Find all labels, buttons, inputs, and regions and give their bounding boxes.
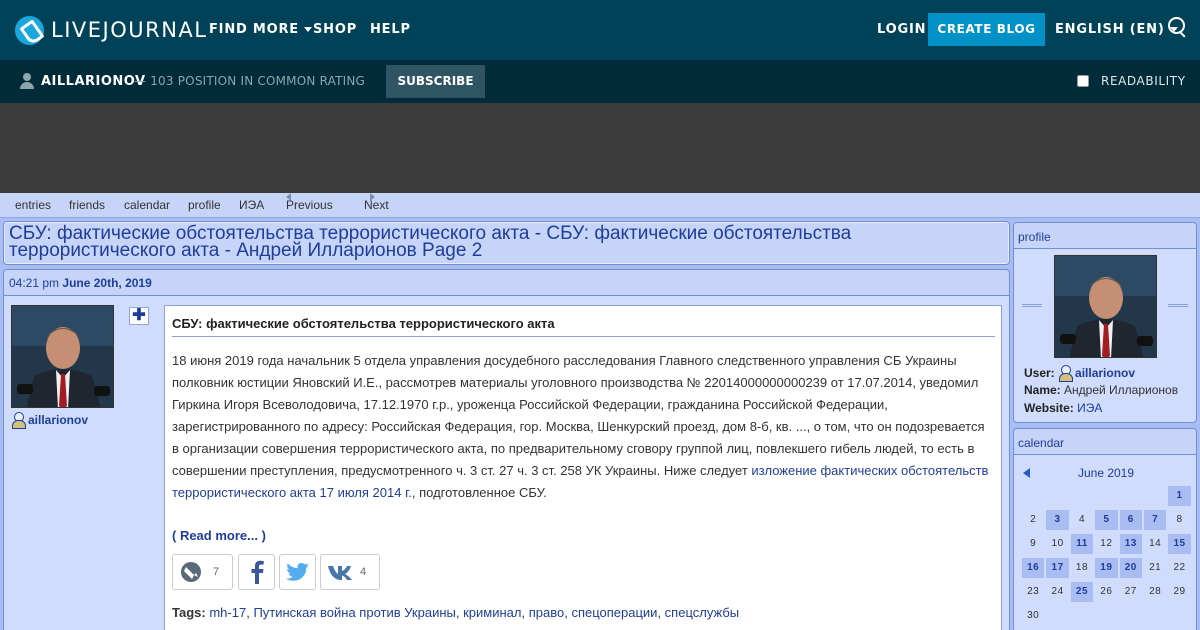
top-navbar [0, 0, 1200, 60]
calendar-day[interactable]: 3 [1046, 510, 1068, 530]
post-text [172, 350, 992, 504]
subscribe-button[interactable]: SUBSCRIBE [386, 65, 485, 98]
sidebar-user-row [1024, 365, 1135, 380]
nav-previous-label: Previous [286, 198, 333, 212]
language-label: ENGLISH (EN) [1055, 22, 1165, 37]
divider [1168, 304, 1188, 307]
calendar-day: 22 [1173, 562, 1186, 573]
post-body-end: , подготовленное СБУ. [411, 485, 547, 500]
calendar-day[interactable]: 20 [1120, 558, 1142, 578]
page-title: СБУ: фактические обстоятельства террористического акта - СБУ: фактические обстоятельства террористического акта - Андрей Илларионов Page 2 [9, 223, 852, 261]
calendar-empty-cell [1095, 486, 1117, 506]
sidebar-calendar [1013, 428, 1197, 630]
sidebar-calendar-heading[interactable]: calendar [1014, 429, 1196, 455]
post-subject: СБУ: фактические обстоятельства террористического акта [172, 316, 995, 337]
sidebar-userpic-image [1055, 256, 1157, 358]
sidebar-user-link[interactable]: aillarionov [1075, 366, 1136, 380]
calendar-day: 14 [1149, 538, 1162, 549]
calendar-day[interactable]: 15 [1168, 534, 1190, 554]
calendar-day[interactable]: 13 [1120, 534, 1142, 554]
calendar-day[interactable]: 1 [1168, 486, 1190, 506]
calendar-empty-cell [1144, 486, 1166, 506]
chevron-down-icon [304, 27, 312, 32]
logo-text: LIVEJOURNAL [51, 18, 208, 42]
calendar-day: 26 [1100, 586, 1113, 597]
calendar-day[interactable]: 5 [1095, 510, 1117, 530]
nav-iea[interactable]: ИЭА [239, 198, 265, 212]
calendar-day[interactable]: 19 [1095, 558, 1117, 578]
sidebar-userpic[interactable] [1054, 255, 1157, 358]
facebook-icon [239, 555, 276, 589]
calendar-month[interactable]: June 2019 [1077, 466, 1135, 480]
calendar-day: 2 [1030, 514, 1037, 525]
sidebar-website-label: Website: [1024, 401, 1074, 415]
user-icon [20, 73, 34, 89]
calendar-empty-cell [1046, 486, 1068, 506]
calendar-empty-cell [1120, 486, 1142, 506]
calendar-day: 30 [1027, 610, 1040, 621]
entry-author-name: aillarionov [28, 413, 89, 427]
calendar-day[interactable]: 16 [1022, 558, 1044, 578]
nav-entries[interactable]: entries [15, 198, 52, 212]
entry-date-bar [3, 269, 1010, 296]
calendar-day: 23 [1027, 586, 1040, 597]
user-icon [11, 412, 25, 427]
entry-body [3, 296, 1010, 630]
login-link[interactable]: LOGIN [877, 22, 927, 37]
userpic-image [12, 306, 114, 408]
add-memory-button[interactable] [129, 307, 149, 325]
share-vk-button[interactable] [320, 554, 380, 590]
share-twitter-button[interactable] [279, 554, 316, 590]
tag-link[interactable]: спецслужбы [664, 605, 740, 620]
sidebar-website-row [1024, 401, 1102, 415]
calendar-day: 10 [1051, 538, 1064, 549]
twitter-icon [280, 555, 317, 589]
userpic[interactable] [11, 305, 114, 408]
calendar-day[interactable]: 17 [1046, 558, 1068, 578]
calendar-empty-cell [1144, 606, 1166, 626]
calendar-grid [1021, 484, 1192, 628]
calendar-empty-cell [1120, 606, 1142, 626]
tags-label: Tags: [172, 605, 206, 620]
calendar-day[interactable]: 25 [1071, 582, 1093, 602]
journal-area [0, 193, 1200, 630]
post-body-link[interactable]: изложение фактических обстоятельств террористического акта 17 июля 2014 г. [172, 463, 989, 500]
tag-link[interactable]: право [528, 605, 565, 620]
entry-date[interactable]: June 20th, 2019 [62, 276, 152, 290]
calendar-empty-cell [1168, 606, 1190, 626]
journal-nav [0, 193, 1200, 218]
chevron-right-icon [370, 193, 375, 201]
post-content [164, 305, 1002, 630]
calendar-day[interactable]: 6 [1120, 510, 1142, 530]
nav-profile[interactable]: profile [188, 198, 221, 212]
livejournal-share-icon [178, 555, 208, 589]
create-blog-button[interactable]: CREATE BLOG [928, 13, 1045, 46]
search-icon[interactable] [1167, 17, 1187, 39]
calendar-empty-cell [1095, 606, 1117, 626]
calendar-day: 24 [1051, 586, 1064, 597]
tag-link[interactable]: mh-17 [209, 605, 247, 620]
tags-line: Tags: mh-17, Путинская война против Украины, криминал, право, спецоперации, спецслужбы [172, 605, 740, 620]
nav-shop[interactable]: SHOP [313, 22, 358, 37]
sidebar-name-row [1024, 383, 1178, 397]
sidebar-profile-heading[interactable]: profile [1014, 223, 1196, 249]
entry-time: 04:21 pm [9, 276, 60, 290]
share-facebook-button[interactable] [238, 554, 275, 590]
calendar-day: 8 [1176, 514, 1183, 525]
calendar-day[interactable]: 7 [1144, 510, 1166, 530]
nav-find-more[interactable] [209, 0, 312, 60]
calendar-day: 28 [1149, 586, 1162, 597]
ad-banner [0, 103, 1200, 193]
tag-link[interactable]: спецоперации [571, 605, 658, 620]
calendar-day: 4 [1078, 514, 1085, 525]
rating-text[interactable]: — 103 POSITION IN COMMON RATING [134, 74, 366, 88]
calendar-empty-cell [1071, 606, 1093, 626]
vk-icon [325, 555, 355, 589]
nav-find-more-label: FIND MORE [209, 22, 299, 37]
readability-checkbox[interactable] [1077, 75, 1089, 87]
read-more-link[interactable]: ( Read more... ) [172, 528, 266, 543]
calendar-day: 27 [1124, 586, 1137, 597]
sidebar-website-link[interactable]: ИЭА [1077, 401, 1103, 415]
livejournal-logo-icon [15, 16, 44, 45]
language-selector[interactable] [1055, 0, 1178, 60]
page-title-panel [3, 221, 1010, 265]
sidebar-name-label: Name: [1024, 383, 1061, 397]
tag-link[interactable]: Путинская война против Украины [253, 605, 456, 620]
entry-author[interactable] [11, 412, 88, 427]
calendar-day: 29 [1173, 586, 1186, 597]
nav-calendar[interactable]: calendar [124, 198, 171, 212]
journal-username[interactable]: AILLARIONOV [41, 74, 146, 89]
calendar-day[interactable]: 11 [1071, 534, 1093, 554]
calendar-empty-cell [1071, 486, 1093, 506]
share-livejournal-button[interactable] [172, 554, 233, 590]
journal-header-bar [0, 60, 1200, 103]
calendar-empty-cell [1046, 606, 1068, 626]
calendar-day: 12 [1100, 538, 1113, 549]
nav-next-label: Next [364, 198, 389, 212]
sidebar-user-label: User: [1024, 366, 1055, 380]
calendar-empty-cell [1022, 486, 1044, 506]
sidebar-name-value: Андрей Илларионов [1064, 383, 1179, 397]
nav-friends[interactable]: friends [69, 198, 106, 212]
calendar-day: 21 [1149, 562, 1162, 573]
readability-label[interactable]: READABILITY [1101, 74, 1186, 88]
calendar-day: 18 [1075, 562, 1089, 573]
sidebar-profile [1013, 222, 1197, 423]
post-body: 18 июня 2019 года начальник 5 отдела управления досудебного расследования Главного следственного управления СБ Украины полковник юстиции Яновский И.Е., рассмотрев материалы уголовного производства № 22014000000000239 от 17.07.2014, уведомил Гиркина Игоря Всеволодовича, 17.12.1970 г.р., уроженца Российской Федерации, гражданина Российской Федерации, зарегистрированного по адресу: Российская Федерация, гор. Москва, Шенкурский проезд, дом 8-б, кв. ..., о том, что он подозревается в организации совершения террористического акта, по предварительному сговору группой лиц, повлекшего гибель людей, то есть в совершении преступления, предусмотренного ч. 3 ст. 27 ч. 3 ст. 258 УК Украины. Ниже следует [172, 353, 985, 478]
user-icon [1058, 365, 1072, 380]
livejournal-logo[interactable] [15, 15, 208, 45]
calendar-day: 9 [1030, 538, 1037, 549]
divider [1022, 304, 1042, 307]
nav-help[interactable]: HELP [370, 22, 411, 37]
tag-link[interactable]: криминал [463, 605, 522, 620]
share-livejournal-count: 7 [213, 566, 220, 578]
plus-icon: ✚ [132, 307, 146, 324]
share-vk-count: 4 [360, 566, 367, 578]
